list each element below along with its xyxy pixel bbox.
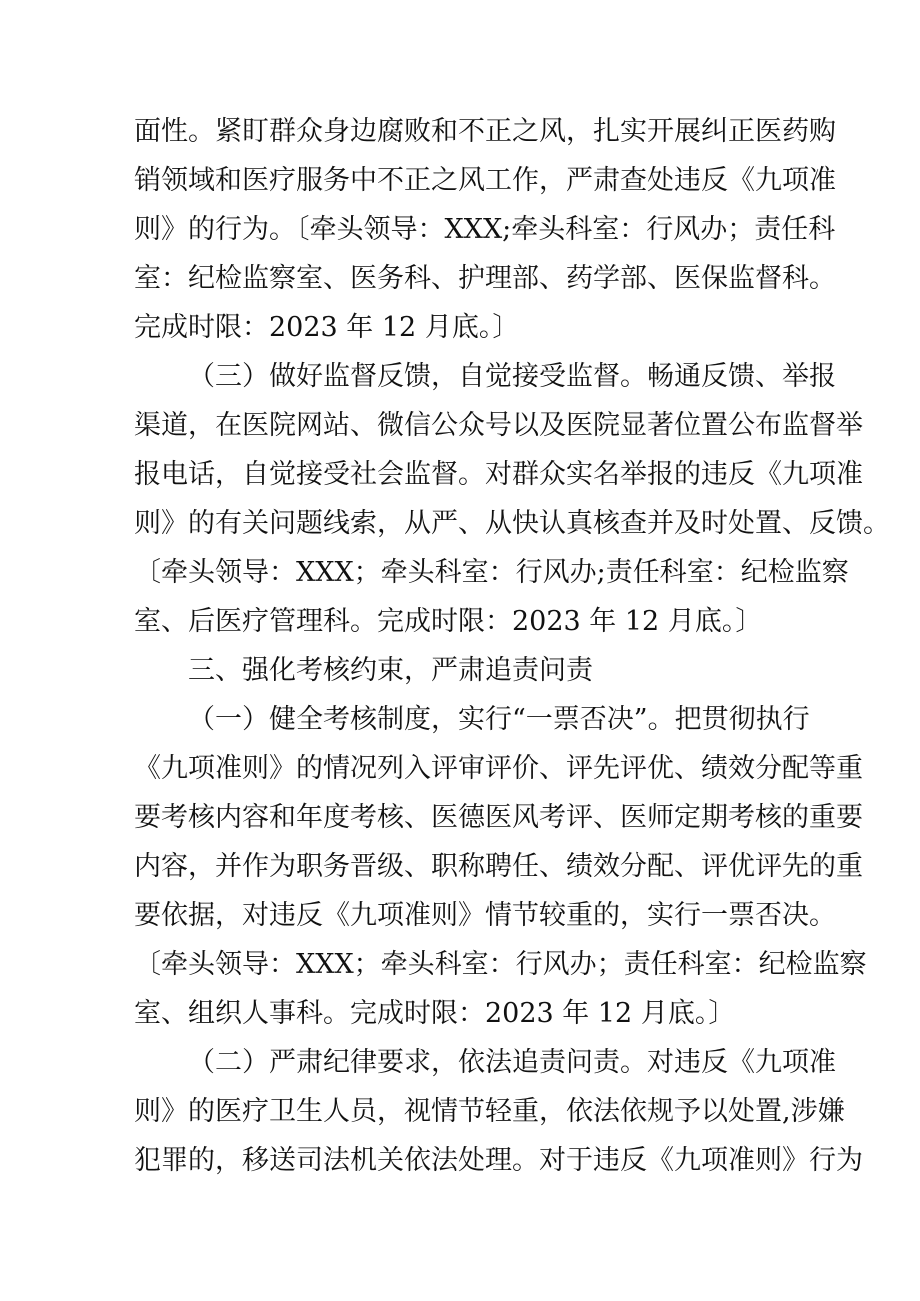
paragraph-line: 犯罪的，移送司法机关依法处理。对于违反《九项准则》行为 (134, 1145, 863, 1176)
paragraph-line: 则》的医疗卫生人员，视情节轻重，依法依规予以处置,涉嫌 (134, 1096, 845, 1127)
paragraph-line: 则》的有关问题线索，从严、从快认真核查并及时处置、反馈。 (134, 508, 890, 539)
paragraph-line: 销领域和医疗服务中不正之风工作，严肃查处违反《九项准 (134, 165, 836, 196)
paragraph-line: 室、组织人事科。完成时限：2023 年 12 月底。〕 (134, 998, 736, 1029)
paragraph-line: 《九项准则》的情况列入评审评价、评先评优、绩效分配等重 (134, 753, 863, 784)
section-heading-line: （二）严肃纪律要求，依法追责问责。对违反《九项准 (188, 1047, 836, 1078)
paragraph-line: 要依据，对违反《九项准则》情节较重的，实行一票否决。 (134, 900, 836, 931)
paragraph-line: 内容，并作为职务晋级、职称聘任、绩效分配、评优评先的重 (134, 851, 863, 882)
paragraph-line: 报电话，自觉接受社会监督。对群众实名举报的违反《九项准 (134, 459, 863, 490)
paragraph-line: 要考核内容和年度考核、医德医风考评、医师定期考核的重要 (134, 802, 863, 833)
section-heading-line: （一）健全考核制度，实行“一票否决”。把贯彻执行 (188, 704, 810, 735)
chapter-heading: 三、强化考核约束，严肃追责问责 (188, 655, 593, 686)
paragraph-line: 渠道，在医院网站、微信公众号以及医院显著位置公布监督举 (134, 410, 863, 441)
paragraph-line: 面性。紧盯群众身边腐败和不正之风，扎实开展纠正医药购 (134, 116, 836, 147)
section-heading-line: （三）做好监督反馈，自觉接受监督。畅通反馈、举报 (188, 361, 836, 392)
paragraph-line: 〔牵头领导：XXX；牵头科室：行风办；责任科室：纪检监察 (134, 949, 867, 980)
paragraph-line: 室、后医疗管理科。完成时限：2023 年 12 月底。〕 (134, 606, 763, 637)
paragraph-line: 〔牵头领导：XXX；牵头科室：行风办;责任科室：纪检监察 (134, 557, 849, 588)
paragraph-line: 室：纪检监察室、医务科、护理部、药学部、医保监督科。 (134, 263, 836, 294)
paragraph-line: 则》的行为。〔牵头领导：XXX;牵头科室：行风办；责任科 (134, 214, 836, 245)
paragraph-line: 完成时限：2023 年 12 月底。〕 (134, 312, 520, 343)
